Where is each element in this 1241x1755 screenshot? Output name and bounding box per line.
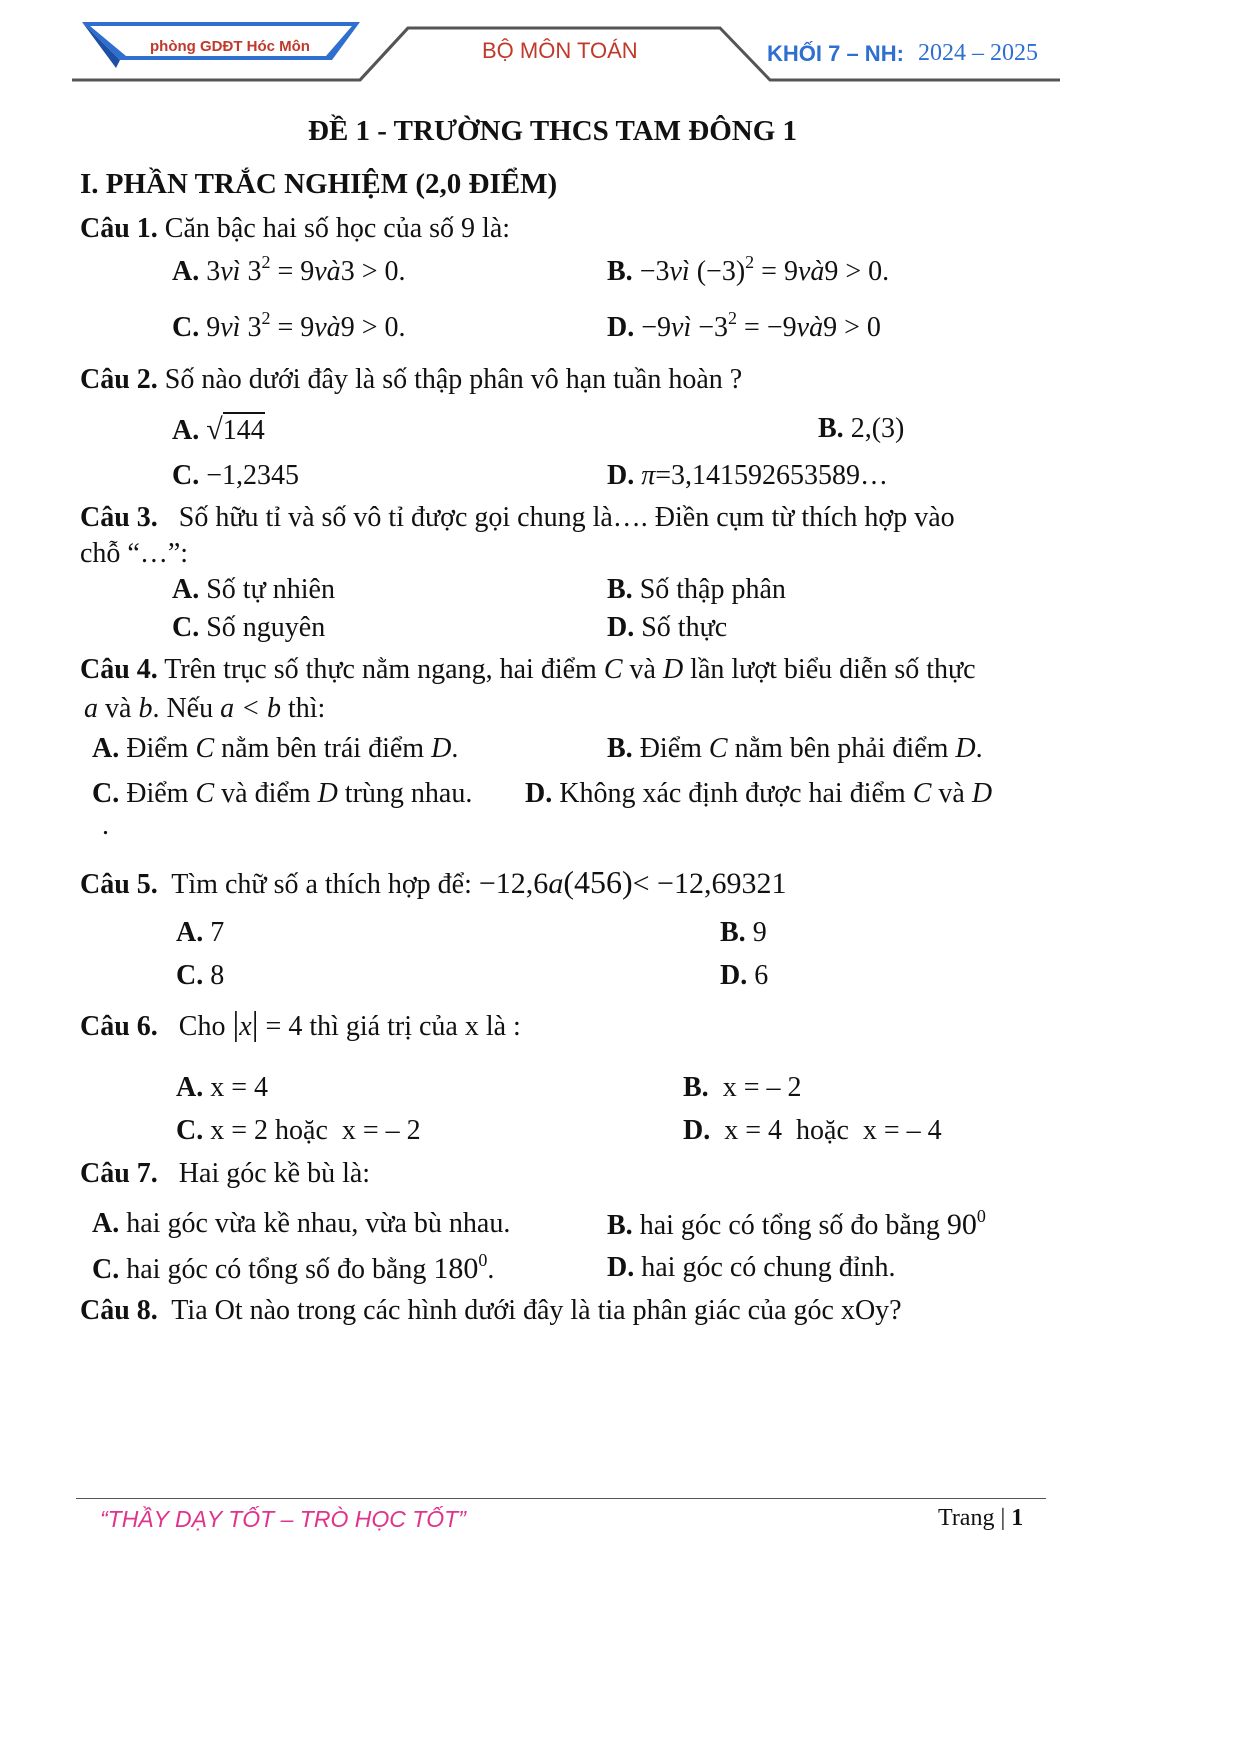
- school-year: 2024 – 2025: [918, 40, 1038, 66]
- question-label: Câu 4.: [80, 654, 158, 685]
- q6-option-b[interactable]: B. x = – 2: [683, 1072, 802, 1103]
- q4-trailing-dot: .: [102, 810, 109, 841]
- q7-option-b[interactable]: B. hai góc có tổng số đo bằng $90^0$: [607, 1206, 986, 1241]
- page-number: Trang | 1: [938, 1505, 1024, 1531]
- q1-option-c[interactable]: C. 9vì $3^2$ = 9và9 > 0.: [172, 308, 406, 343]
- q6-option-a[interactable]: A. x = 4: [176, 1072, 269, 1103]
- q5-option-c[interactable]: C. 8: [176, 960, 225, 991]
- question-2: [80, 364, 742, 396]
- document-title: ĐỀ 1 - TRƯỜNG THCS TAM ĐÔNG 1: [308, 115, 798, 147]
- q2-option-d[interactable]: D. π=3,141592653589…: [607, 460, 889, 491]
- q2-option-b[interactable]: B. 2,(3): [818, 413, 905, 444]
- q7-option-d[interactable]: D. hai góc có chung đỉnh.: [607, 1252, 896, 1283]
- q1-option-a[interactable]: A. 3vì $3^2$ = 9và3 > 0.: [172, 252, 406, 287]
- q2-option-c[interactable]: C. −1,2345: [172, 460, 300, 491]
- question-label: Câu 2.: [80, 364, 158, 395]
- q4-option-a[interactable]: A. Điểm C nằm bên trái điểm D.: [92, 733, 459, 764]
- footer-slogan: “THẦY DẠY TỐT – TRÒ HỌC TỐT”: [100, 1506, 466, 1532]
- department-name: phòng GDĐT Hóc Môn: [150, 38, 310, 55]
- subject-name: BỘ MÔN TOÁN: [482, 38, 638, 63]
- footer-divider: [76, 1498, 1046, 1499]
- question-text: Số nào dưới đây là số thập phân vô hạn tuần hoàn ?: [164, 364, 743, 395]
- question-label: Câu 7.: [80, 1158, 158, 1189]
- q4-option-d[interactable]: D. Không xác định được hai điểm C và D: [525, 778, 993, 809]
- q5-option-b[interactable]: B. 9: [720, 917, 767, 948]
- q4-option-c[interactable]: C. Điểm C và điểm D trùng nhau.: [92, 778, 473, 809]
- question-5: Câu 5. Tìm chữ số a thích hợp để: −12,6a(456)< −12,69321: [80, 864, 787, 900]
- question-7: Câu 7. Hai góc kề bù là:: [80, 1158, 371, 1189]
- q7-option-c[interactable]: C. hai góc có tổng số đo bằng $180^0$.: [92, 1250, 495, 1285]
- question-3-continued: chỗ “…”:: [80, 538, 189, 569]
- q3-option-b[interactable]: B. Số thập phân: [607, 574, 786, 605]
- question-label: Câu 5.: [80, 869, 158, 900]
- question-label: Câu 3.: [80, 502, 158, 533]
- grade-label: KHỐI 7 – NH:: [767, 41, 904, 66]
- question-text: Căn bậc hai số học của số 9 là:: [164, 213, 511, 244]
- q6-option-c[interactable]: C. x = 2 hoặc x = – 2: [176, 1115, 421, 1146]
- q1-option-d[interactable]: D. −9vì $-3^2$ = −9và9 > 0: [607, 308, 881, 343]
- question-4: Câu 4. Trên trục số thực nằm ngang, hai điểm C và D lần lượt biểu diễn số thực: [80, 654, 976, 685]
- q2-option-a[interactable]: A. √144: [172, 413, 265, 446]
- sqrt-icon: √: [206, 413, 223, 446]
- q3-option-a[interactable]: A. Số tự nhiên: [172, 574, 335, 605]
- question-text: Số hữu tỉ và số vô tỉ được gọi chung là…. Điền cụm từ thích hợp vào: [178, 502, 955, 533]
- question-label: Câu 1.: [80, 213, 158, 244]
- section-title: I. PHẦN TRẮC NGHIỆM (2,0 ĐIỂM): [80, 168, 558, 200]
- question-6: Câu 6. Cho |x| = 4 thì giá trị của x là :: [80, 1006, 521, 1043]
- q3-option-c[interactable]: C. Số nguyên: [172, 612, 326, 643]
- question-3: [80, 502, 955, 534]
- q6-option-d[interactable]: D. x = 4 hoặc x = – 4: [683, 1115, 942, 1146]
- q1-option-b[interactable]: B. −3vì $(-3)^2$ = 9và9 > 0.: [607, 252, 890, 287]
- question-label: Câu 8.: [80, 1295, 158, 1326]
- q3-option-d[interactable]: D. Số thực: [607, 612, 728, 643]
- q5-option-a[interactable]: A. 7: [176, 917, 225, 948]
- q4-option-b[interactable]: B. Điểm C nằm bên phải điểm D.: [607, 733, 983, 764]
- question-1: [80, 213, 510, 245]
- q7-option-a[interactable]: A. hai góc vừa kề nhau, vừa bù nhau.: [92, 1208, 511, 1239]
- q5-option-d[interactable]: D. 6: [720, 960, 769, 991]
- question-8: Câu 8. Tia Ot nào trong các hình dưới đây là tia phân giác của góc xOy?: [80, 1295, 902, 1326]
- question-label: Câu 6.: [80, 1011, 158, 1042]
- question-4-continued: a và b. Nếu a < b thì:: [84, 693, 326, 724]
